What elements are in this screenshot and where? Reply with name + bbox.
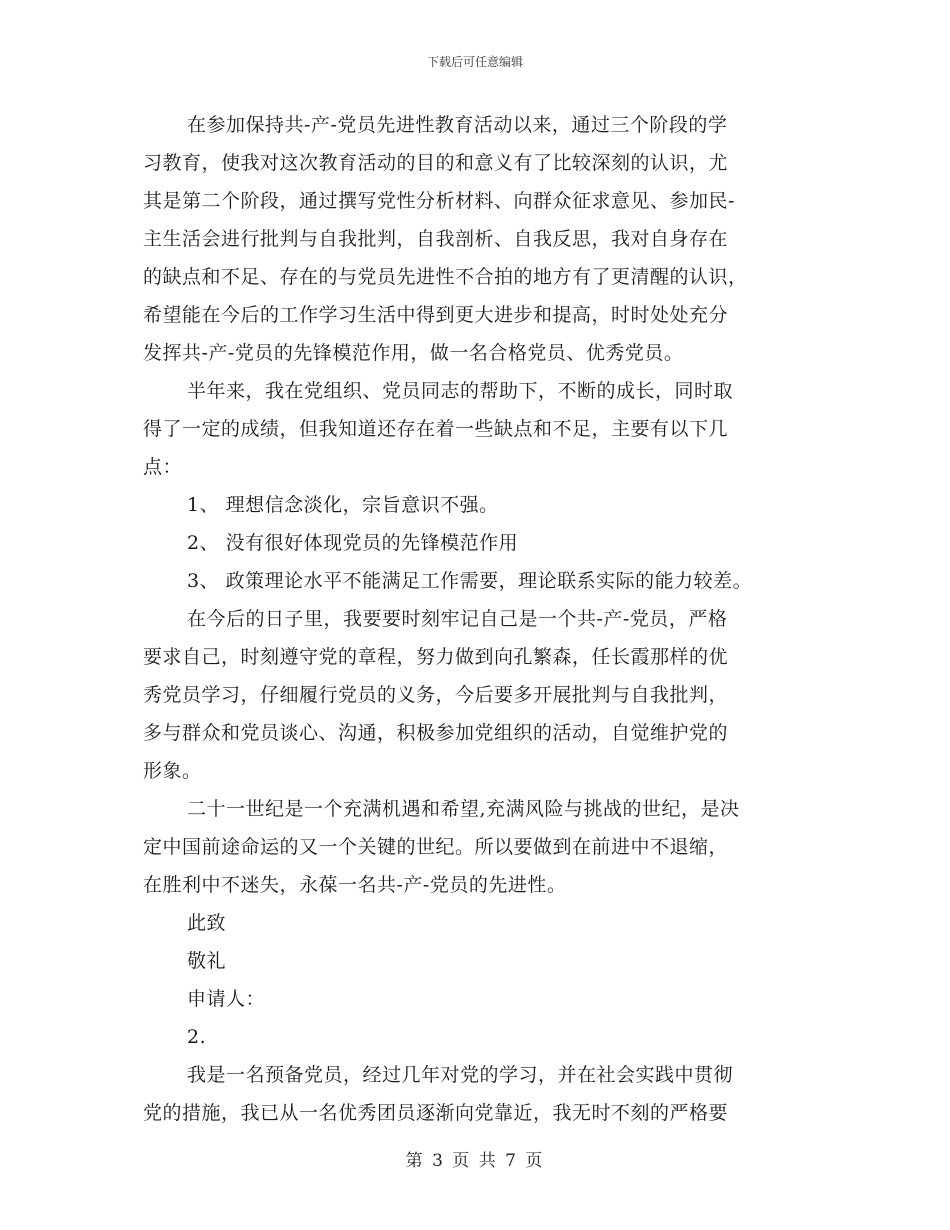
closing-line: 此致 bbox=[187, 912, 227, 934]
body-line: 希望能在今后的工作学习生活中得到更大进步和提高，时时处处充分 bbox=[143, 304, 729, 326]
body-line: 我是一名预备党员，经过几年对党的学习，并在社会实践中贯彻 bbox=[187, 1064, 734, 1086]
body-line: 二十一世纪是一个充满机遇和希望,充满风险与挑战的世纪，是决 bbox=[187, 798, 740, 820]
body-line: 定中国前途命运的又一个关键的世纪。所以要做到在前进中不退缩， bbox=[143, 836, 729, 858]
body-line: 在参加保持共-产-党员先进性教育活动以来，通过三个阶段的学 bbox=[187, 114, 728, 136]
list-item: 2、 没有很好体现党员的先锋模范作用 bbox=[187, 532, 519, 554]
body-line: 党的措施，我已从一名优秀团员逐渐向党靠近，我无时不刻的严格要 bbox=[143, 1102, 729, 1124]
body-line: 秀党员学习，仔细履行党员的义务，今后要多开展批判与自我批判， bbox=[143, 684, 729, 706]
body-line: 在今后的日子里，我要要时刻牢记自己是一个共-产-党员，严格 bbox=[187, 608, 728, 630]
body-line: 多与群众和党员谈心、沟通，积极参加党组织的活动，自觉维护党的 bbox=[143, 722, 729, 744]
section-number: 2. bbox=[187, 1026, 207, 1048]
body-line: 发挥共-产-党员的先锋模范作用，做一名合格党员、优秀党员。 bbox=[143, 342, 684, 364]
document-body bbox=[143, 106, 813, 1132]
body-line: 点： bbox=[143, 456, 183, 478]
closing-line: 敬礼 bbox=[187, 950, 227, 972]
applicant-label: 申请人： bbox=[187, 988, 266, 1010]
body-line: 习教育，使我对这次教育活动的目的和意义有了比较深刻的认识，尤 bbox=[143, 152, 729, 174]
list-item: 3、 政策理论水平不能满足工作需要，理论联系实际的能力较差。 bbox=[187, 570, 753, 592]
page-header: 下载后可任意编辑 bbox=[426, 55, 523, 69]
page-number: 第 3 页 共 7 页 bbox=[405, 1151, 545, 1171]
body-line: 在胜利中不迷失，永葆一名共-产-党员的先进性。 bbox=[143, 874, 567, 896]
body-line: 半年来，我在党组织、党员同志的帮助下，不断的成长，同时取 bbox=[187, 380, 734, 402]
body-line: 其是第二个阶段，通过撰写党性分析材料、向群众征求意见、参加民- bbox=[143, 190, 735, 212]
body-line: 的缺点和不足、存在的与党员先进性不合拍的地方有了更清醒的认识， bbox=[143, 266, 748, 288]
body-line: 形象。 bbox=[143, 760, 202, 782]
body-line: 得了一定的成绩，但我知道还存在着一些缺点和不足，主要有以下几 bbox=[143, 418, 729, 440]
body-line: 主生活会进行批判与自我批判，自我剖析、自我反思，我对自身存在 bbox=[143, 228, 729, 250]
body-line: 要求自己，时刻遵守党的章程，努力做到向孔繁森，任长霞那样的优 bbox=[143, 646, 729, 668]
list-item: 1、 理想信念淡化，宗旨意识不强。 bbox=[187, 494, 499, 516]
